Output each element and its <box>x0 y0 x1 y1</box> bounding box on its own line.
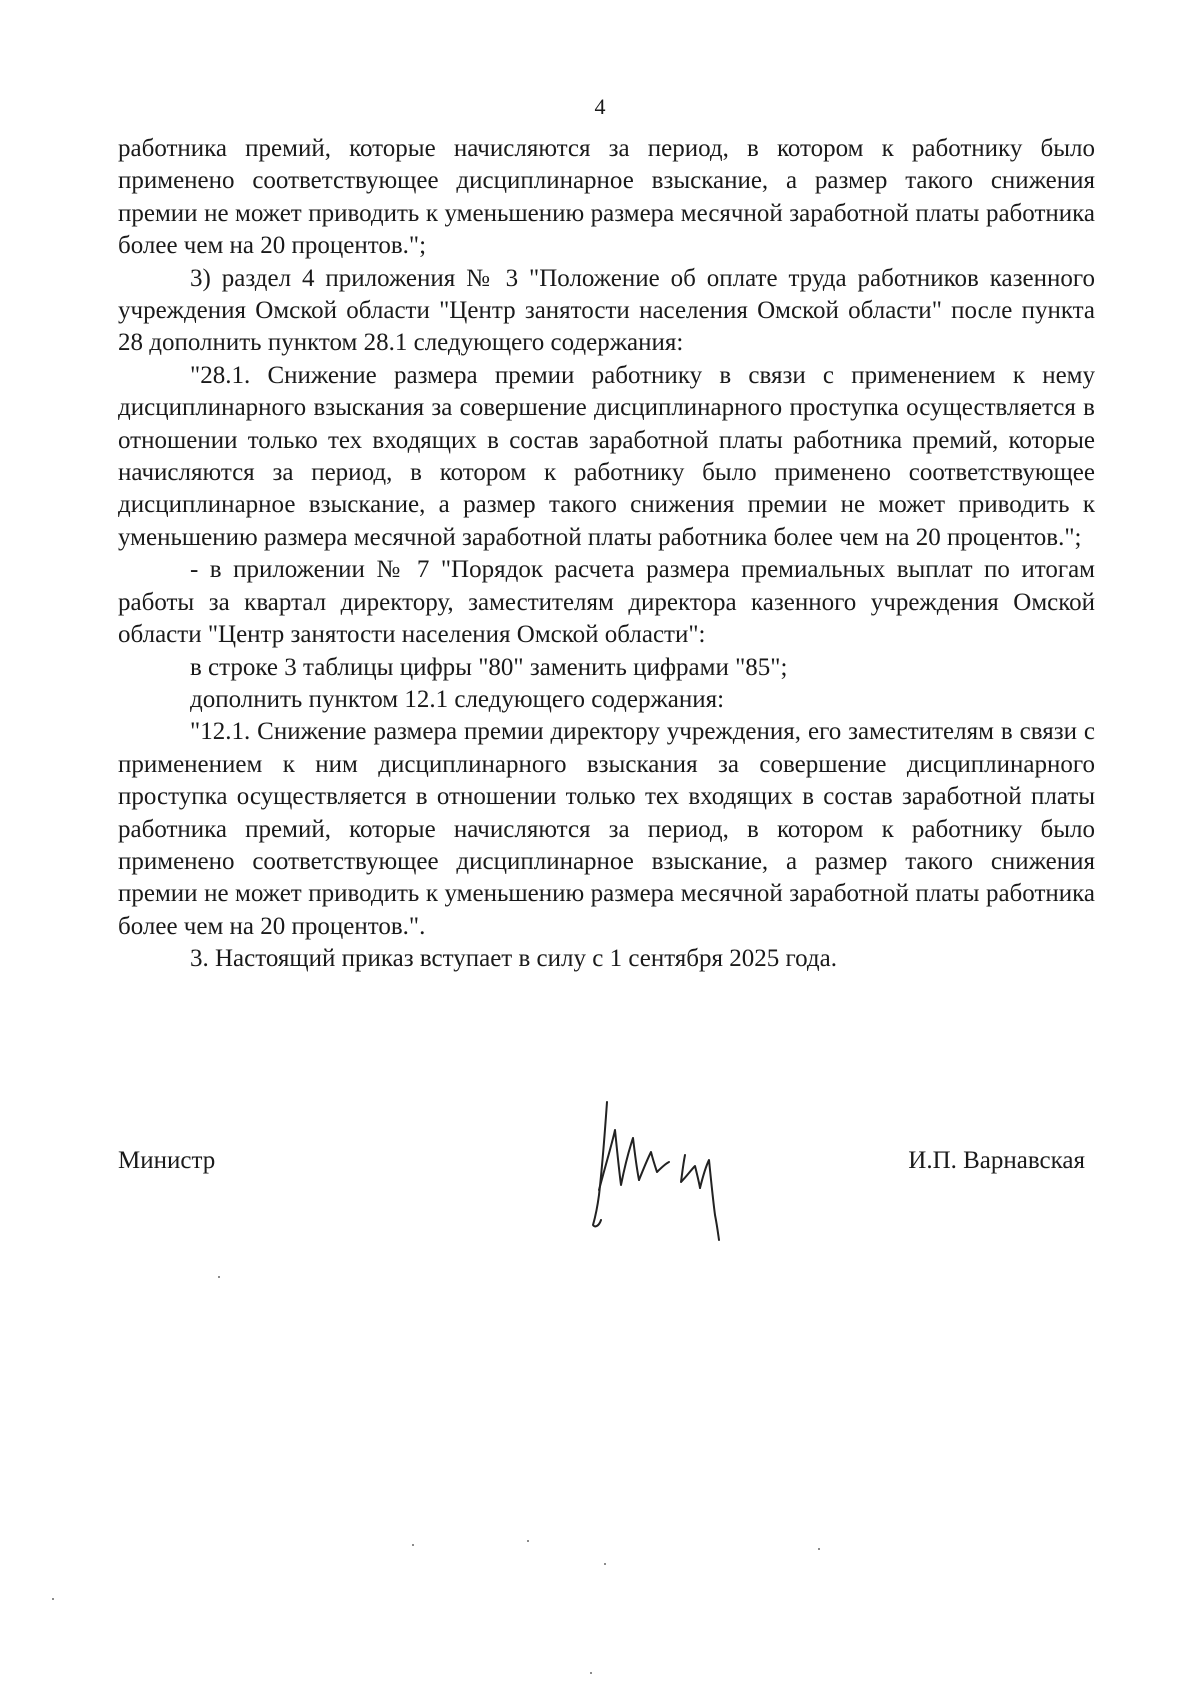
paragraph-add-clause: дополнить пунктом 12.1 следующего содержания: <box>190 685 725 713</box>
scan-speck <box>818 1548 820 1550</box>
paragraph-item-3: 3) раздел 4 приложения № 3 "Положение об оплате труда работников казенного учреждения Омской области "Центр занятости населения Омской области" после пункта 28 дополнить пунктом 28.1 следующего содержания: <box>118 264 1095 357</box>
signatory-title: Министр <box>118 1147 216 1174</box>
paragraph-appendix-7: - в приложении № 7 "Порядок расчета размера премиальных выплат по итогам работы за квартал директору, заместителям директора казенного учреждения Омской области "Центр занятости населения Омской области": <box>118 556 1095 649</box>
signatory-name: И.П. Варнавская <box>908 1147 1085 1174</box>
scan-speck <box>590 1672 592 1674</box>
paragraph-clause-12-1: "12.1. Снижение размера премии директору учреждения, его заместителям в связи с применением к ним дисциплинарного взыскания за совершение дисциплинарного проступка осуществляется в отношении только тех входящих в состав заработной платы работника премий, которые начисляются за период, в котором к работнику было применено соответствующее дисциплинарное взыскание, а размер такого снижения премии не может приводить к уменьшению размера месячной заработной платы работника более чем на 20 процентов.". <box>118 718 1095 940</box>
scan-speck <box>218 1276 220 1278</box>
document-body <box>118 133 1095 976</box>
paragraph-clause-28-1: "28.1. Снижение размера премии работнику в связи с применением к нему дисциплинарного взыскания за совершение дисциплинарного проступка осуществляется в отношении только тех входящих в состав заработной платы работника премий, которые начисляются за период, в котором к работнику было применено соответствующее дисциплинарное взыскание, а размер такого снижения премии не может приводить к уменьшению размера месячной заработной платы работника более чем на 20 процентов."; <box>118 361 1095 551</box>
scan-speck <box>604 1563 606 1565</box>
paragraph-effective-date: 3. Настоящий приказ вступает в силу с 1 сентября 2025 года. <box>190 945 837 973</box>
paragraph-table-row-3: в строке 3 таблицы цифры "80" заменить цифрами "85"; <box>190 653 788 681</box>
paragraph-continuation: работника премий, которые начисляются за период, в котором к работнику было применено соответствующее дисциплинарное взыскание, а размер такого снижения премии не может приводить к уменьшению размера месячной заработной платы работника более чем на 20 процентов."; <box>118 135 1095 260</box>
scan-speck <box>412 1544 414 1546</box>
page-number: 4 <box>594 94 606 119</box>
scan-speck <box>527 1540 529 1542</box>
handwritten-signature <box>585 1100 755 1245</box>
scan-speck <box>52 1598 54 1600</box>
